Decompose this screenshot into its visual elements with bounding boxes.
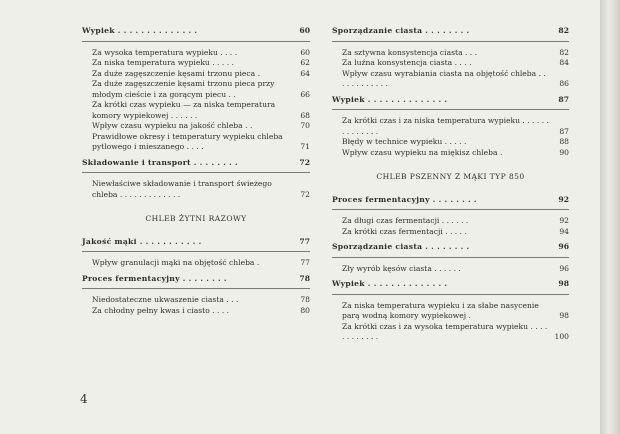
section-divider [332, 294, 569, 295]
toc-entry-title: Niewłaściwe składowanie i transport świeżego chleba . . . . . . . . . . . . . [92, 179, 272, 199]
section-divider [332, 41, 569, 42]
toc-entry [82, 121, 310, 132]
toc-entry-title: Wypiek . . . . . . . . . . . . . . [332, 279, 448, 288]
toc-entry-title: Za sztywna konsystencja ciasta . . . [342, 47, 478, 57]
toc-page-number: 77 [299, 236, 310, 246]
page-number: 4 [80, 392, 88, 406]
toc-entry-title: Za duże zagęszczenie kęsami trzonu pieca przy młodym cieście i za gorącym piecu . . [92, 79, 275, 99]
toc-page-number: 64 [300, 68, 310, 78]
toc-entry-title: Sporządzanie ciasta . . . . . . . . [332, 242, 470, 251]
toc-section-heading [82, 237, 310, 248]
toc-page-number: 72 [299, 157, 310, 167]
toc-entry-title: Za krótki czas wypieku — za niska temperatura komory wypiekowej . . . . . . [92, 100, 276, 120]
toc-page-number: 62 [300, 58, 310, 67]
toc-entry [82, 132, 310, 153]
toc-entry [332, 69, 569, 90]
toc-page-number: 87 [558, 94, 569, 104]
toc-entry [332, 137, 569, 148]
toc-entry-title: Za niska temperatura wypieku i za słabe nasycenie parą wodną komory wypiekowej . [342, 300, 539, 320]
toc-entry-title: Prawidłowe okresy i temperatury wypieku chleba pytlowego i mieszanego . . . . [92, 131, 283, 151]
toc-entry-title: Wypiek . . . . . . . . . . . . . . [332, 94, 448, 104]
toc-section-heading [332, 195, 569, 206]
toc-entry [82, 100, 310, 121]
toc-entry-title: Za luźna konsystencja ciasta . . . . [342, 58, 472, 67]
toc-page-number: 77 [300, 258, 310, 267]
toc-entry [332, 264, 569, 275]
toc-page-number: 82 [559, 47, 569, 57]
toc-entry-title: Proces fermentacyjny . . . . . . . . [82, 273, 227, 283]
toc-entry-title: Zły wyrób kęsów ciasta . . . . . . [342, 263, 461, 273]
toc-page-number: 100 [554, 332, 569, 341]
toc-entry [82, 79, 310, 100]
toc-entry [332, 58, 569, 69]
toc-page-number: 82 [558, 26, 569, 35]
toc-entry-title: Jakość mąki . . . . . . . . . . . [82, 236, 202, 246]
toc-entry-title: Niedostateczne ukwaszenie ciasta . . . [92, 295, 239, 304]
toc-entry-title: Za niska temperatura wypieku . . . . . [92, 58, 234, 67]
toc-section-heading [332, 26, 569, 37]
toc-entry [82, 69, 310, 80]
toc-page-number: 92 [559, 216, 569, 225]
toc-page-number: 96 [559, 263, 569, 273]
toc-entry [82, 258, 310, 269]
toc-page-number: 87 [559, 126, 569, 136]
toc-entry-title: Za krótki czas i za wysoka temperatura wypieku . . . . . . . . . . . . [342, 321, 548, 341]
toc-entry-title: Wpływ czasu wypieku na miękisz chleba . [342, 147, 503, 157]
toc-page-number: 80 [300, 305, 310, 315]
toc-entry-title: Wypiek . . . . . . . . . . . . . . [82, 26, 198, 35]
section-divider [82, 251, 310, 252]
toc-entry-title: Proces fermentacyjny . . . . . . . . [332, 194, 477, 204]
toc-page-number: 66 [300, 89, 310, 99]
toc-section-heading [332, 95, 569, 106]
section-divider [332, 257, 569, 258]
toc-page-number: 98 [558, 279, 569, 288]
toc-entry-title: Za wysoka temperatura wypieku . . . . [92, 47, 238, 57]
toc-page-number: 72 [300, 189, 310, 199]
toc-entry [332, 216, 569, 227]
toc-entry-title: Wpływ czasu wypieku na jakość chleba . . [92, 121, 253, 130]
toc-entry [332, 301, 569, 322]
toc-page-number: 68 [300, 110, 310, 120]
toc-entry-title: Za długi czas fermentacji . . . . . . [342, 216, 469, 225]
toc-right-column [332, 26, 569, 343]
toc-entry [82, 179, 310, 200]
toc-page-number: 98 [559, 311, 569, 320]
toc-entry [332, 227, 569, 238]
section-divider [332, 209, 569, 210]
toc-entry-title: Za krótki czas i za niska temperatura wypieku . . . . . . . . . . . . . . [342, 116, 549, 136]
toc-entry-title: Za chłodny pełny kwas i ciasto . . . . [92, 305, 230, 315]
toc-page-number: 88 [559, 137, 569, 146]
section-divider [82, 41, 310, 42]
toc-section-heading [82, 26, 310, 37]
toc-entry [82, 306, 310, 317]
toc-page-number: 96 [558, 242, 569, 251]
toc-page-number: 84 [559, 58, 569, 67]
toc-entry-title: Za krótki czas fermentacji . . . . . [342, 226, 467, 236]
toc-page-number: 92 [558, 194, 569, 204]
toc-page-number: 78 [299, 273, 310, 283]
toc-entry-title: Wpływ czasu wyrabiania ciasta na objętość chleba . . . . . . . . . . . . [342, 68, 546, 88]
part-heading: CHLEB PSZENNY Z MĄKI TYP 850 [376, 172, 525, 181]
toc-entry-title: Sporządzanie ciasta . . . . . . . . [332, 26, 470, 35]
toc-entry [332, 116, 569, 137]
toc-entry [82, 295, 310, 306]
toc-section-heading [82, 158, 310, 169]
toc-entry [332, 48, 569, 59]
section-divider [82, 172, 310, 173]
toc-entry [82, 48, 310, 59]
toc-entry-title: Błędy w technice wypieku . . . . . [342, 137, 467, 146]
toc-page-number: 71 [300, 142, 310, 151]
part-heading: CHLEB ŻYTNI RAZOWY [145, 214, 247, 223]
toc-left-column [82, 26, 310, 316]
toc-entry-title: Składowanie i transport . . . . . . . . [82, 157, 238, 167]
toc-entry-title: Wpływ granulacji mąki na objętość chleba . [92, 258, 260, 267]
toc-section-heading [332, 279, 569, 290]
toc-entry [332, 148, 569, 159]
section-divider [332, 109, 569, 110]
toc-page-number: 90 [559, 147, 569, 157]
toc-page-number: 86 [559, 79, 569, 88]
toc-section-heading [332, 242, 569, 253]
toc-entry [332, 322, 569, 343]
toc-page-number: 70 [300, 121, 310, 130]
section-divider [82, 288, 310, 289]
toc-entry-title: Za duże zagęszczenie kęsami trzonu pieca . [92, 68, 261, 78]
toc-page-number: 60 [299, 26, 310, 35]
toc-section-heading [82, 274, 310, 285]
book-binding [600, 0, 620, 434]
toc-page-number: 78 [300, 295, 310, 304]
toc-page-number: 60 [300, 47, 310, 57]
toc-page-number: 94 [559, 226, 569, 236]
toc-entry [82, 58, 310, 69]
